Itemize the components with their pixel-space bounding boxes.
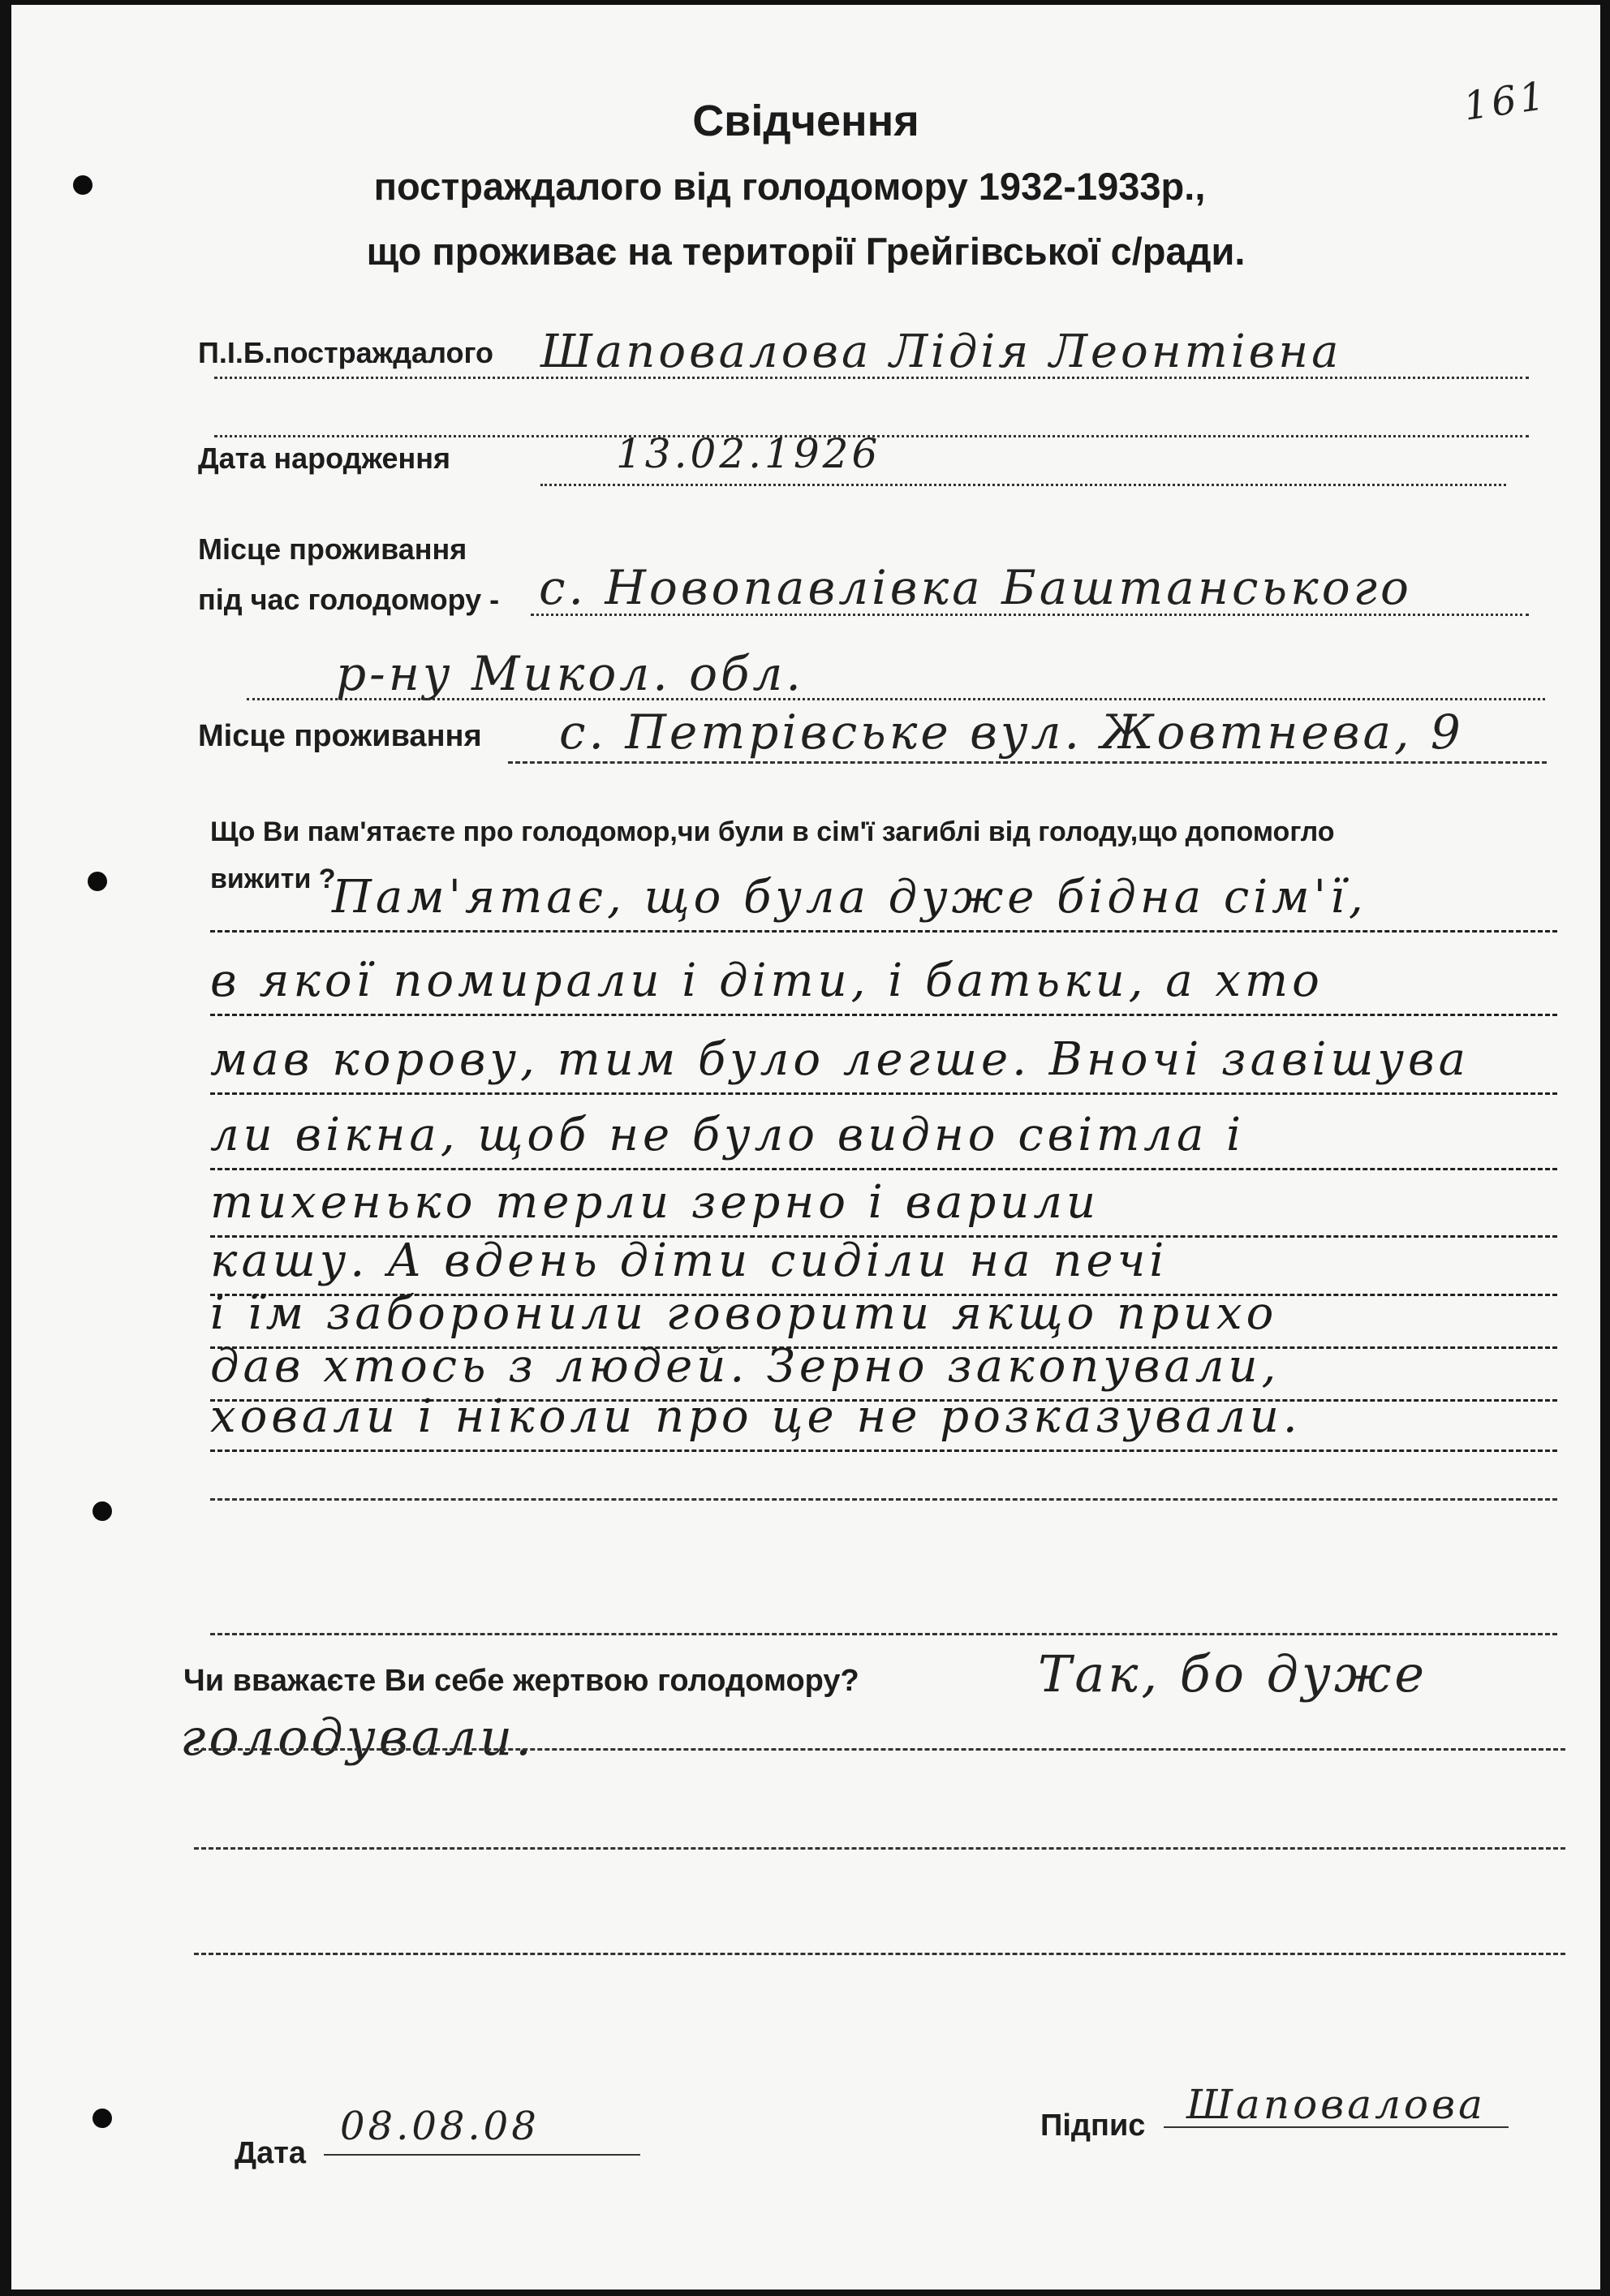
- punch-hole: [88, 872, 107, 891]
- place-famine-underline-2: [247, 698, 1545, 700]
- name-underline: [214, 377, 1529, 379]
- answer-1-line: ховали і ніколи про це не розказували.: [210, 1386, 1557, 1452]
- residence-underline: [508, 761, 1547, 764]
- answer-1-line: ли вікна, щоб не було видно світла і: [210, 1105, 1557, 1170]
- name-label: П.І.Б.постраждалого: [198, 336, 493, 369]
- document-subtitle-line-1: постраждалого від голодомору 1932-1933р.,: [373, 165, 1206, 208]
- punch-hole: [93, 2109, 112, 2128]
- place-famine-underline-1: [531, 614, 1529, 616]
- blank-answer-line: [194, 1748, 1565, 1751]
- answer-1-line: Пам'ятає, що була дуже бідна сім'ї,: [210, 867, 1557, 933]
- blank-answer-line: [194, 1953, 1565, 1955]
- document-subtitle-line-2: що проживає на території Грейгівської с/ради.: [366, 230, 1246, 273]
- question-1-line-2: вижити ?: [210, 864, 336, 894]
- birth-date-value: 13.02.1926: [616, 430, 881, 477]
- signature-label: Підпис: [1040, 2109, 1146, 2143]
- answer-1-line: мав корову, тим було легше. Вночі завішува: [210, 1029, 1557, 1095]
- answer-1-line: в якої помирали і діти, і батьки, а хто: [210, 950, 1557, 1016]
- question-1-line-1: Що Ви пам'ятаєте про голодомор,чи були в сім'ї загиблі від голоду,що допомогло: [210, 816, 1335, 847]
- date-value: 08.08.08: [340, 2104, 540, 2149]
- birth-date-label: Дата народження: [198, 442, 451, 475]
- place-famine-value-1: с. Новопавлівка Баштанського: [539, 560, 1412, 615]
- name-value: Шаповалова Лідія Леонтівна: [540, 325, 1342, 378]
- residence-value: с. Петрівське вул. Жовтнева, 9: [559, 704, 1464, 760]
- blank-answer-line: [210, 1498, 1557, 1501]
- date-label: Дата: [235, 2136, 306, 2170]
- punch-hole: [93, 1501, 112, 1521]
- document-title: Свідчення: [692, 97, 919, 145]
- place-famine-label-1: Місце проживання: [198, 532, 467, 566]
- signature-value: Шаповалова: [1186, 2081, 1486, 2128]
- answer-1-line: і їм заборонили говорити якщо прихо: [210, 1283, 1557, 1349]
- document-sheet: [11, 5, 1600, 2290]
- birth-date-underline: [540, 484, 1506, 486]
- question-2-answer-line-2: голодували.: [180, 1708, 535, 1767]
- archive-number: 161: [1461, 72, 1551, 130]
- blank-answer-line: [210, 1633, 1557, 1635]
- question-2: Чи вважаєте Ви себе жертвою голодомору?: [183, 1664, 859, 1698]
- residence-label: Місце проживання: [198, 719, 482, 753]
- question-2-answer-line-1: Так, бо дуже: [1038, 1644, 1428, 1704]
- blank-answer-line: [194, 1847, 1565, 1850]
- signature-underline: [1164, 2126, 1509, 2128]
- place-famine-value-2: р-ну Микол. обл.: [336, 646, 804, 701]
- place-famine-label-2: під час голодомору -: [198, 583, 500, 616]
- answer-1-line: тихенько терли зерно і варили: [210, 1172, 1557, 1238]
- date-underline: [324, 2154, 640, 2156]
- answer-1-line: кашу. А вдень діти сиділи на печі: [210, 1230, 1557, 1296]
- answer-1-line: дав хтось з людей. Зерно закопували,: [210, 1336, 1557, 1402]
